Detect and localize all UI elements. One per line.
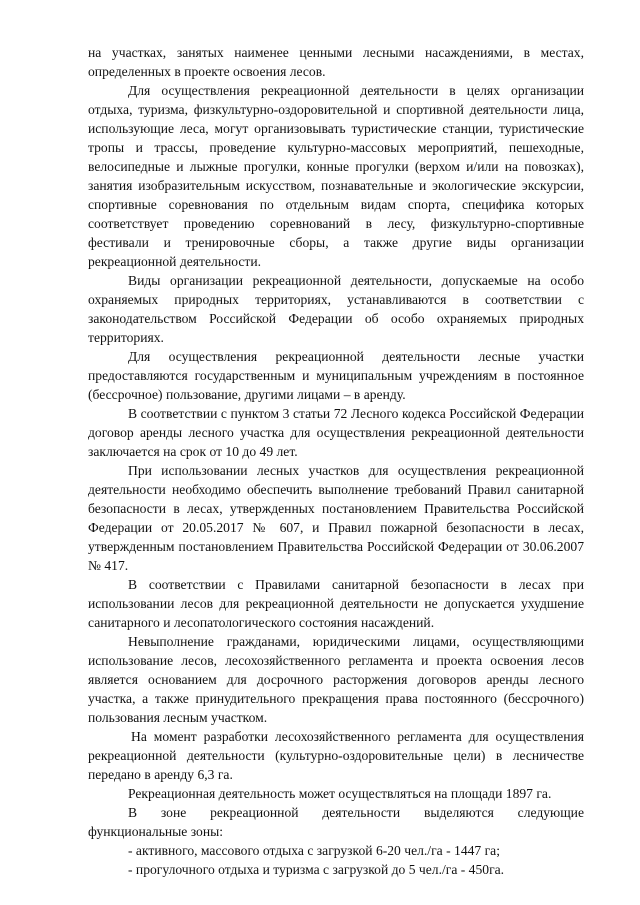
paragraph-lease-term: В соответствии с пунктом 3 статьи 72 Лесного кодекса Российской Федерации договор аренды лесного участка для осуществления рекреационной деятельности заключается на срок от 10 до 49 лет. <box>88 406 584 459</box>
paragraph-protected-territories: Виды организации рекреационной деятельности, допускаемые на особо охраняемых природных территориях, устанавливаются в соответствии с законодательством Российской Федерации об особо охраняемых природных территориях. <box>88 273 584 345</box>
paragraph-safety-rules: При использовании лесных участков для осуществления рекреационной деятельности необходимо обеспечить выполнение требований Правил санитарной безопасности в лесах, утвержденных постановлением Правительства Российской Федерации от 20.05.2017 № 607, и Правил пожарной безопасности в лесах, утвержденным постановлением Правительства Российской Федерации от 30.06.2007 № 417. <box>88 463 584 573</box>
paragraph-functional-zones: В зоне рекреационной деятельности выделяются следующие функциональные зоны: <box>88 805 584 839</box>
document-page <box>88 43 584 879</box>
paragraph-noncompliance: Невыполнение гражданами, юридическими лицами, осуществляющими использование лесов, лесохозяйственного регламента и проекта освоения лесов является основанием для досрочного расторжения договоров аренды лесного участка, а также принудительного прекращения права постоянного (бессрочного) пользования лесным участком. <box>88 634 584 725</box>
list-item-walking-recreation: - прогулочного отдыха и туризма с загрузкой до 5 чел./га - 450га. <box>128 862 505 877</box>
paragraph-land-provision: Для осуществления рекреационной деятельности лесные участки предоставляются государственным и муниципальным учреждениям в постоянное (бессрочное) пользование, другими лицами – в аренду. <box>88 349 584 402</box>
list-item-active-recreation: - активного, массового отдыха с загрузкой 6-20 чел./га - 1447 га; <box>128 843 500 858</box>
paragraph-total-area: Рекреационная деятельность может осуществляться на площади 1897 га. <box>128 786 552 801</box>
paragraph-continuation: на участках, занятых наименее ценными лесными насаждениями, в местах, определенных в проекте освоения лесов. <box>88 45 584 79</box>
paragraph-sanitary-rules: В соответствии с Правилами санитарной безопасности в лесах при использовании лесов для рекреационной деятельности не допускается ухудшение санитарного и лесопатологического состояния насаждений. <box>88 577 584 630</box>
paragraph-leased-area: На момент разработки лесохозяйственного регламента для осуществления рекреационной деятельности (культурно-оздоровительные цели) в лесничестве передано в аренду 6,3 га. <box>88 729 584 782</box>
paragraph-recreation-activities: Для осуществления рекреационной деятельности в целях организации отдыха, туризма, физкультурно-оздоровительной и спортивной деятельности лица, использующие леса, могут организовывать туристические станции, туристические тропы и трассы, проведение культурно-массовых мероприятий, пешеходные, велосипедные и лыжные прогулки, конные прогулки (верхом и/или на повозках), занятия изобразительным искусством, познавательные и экологические экскурсии, спортивные соревнования по отдельным видам спорта, специфика которых соответствует проведению соревнований в лесу, физкультурно-спортивные фестивали и тренировочные сборы, а также другие виды организации рекреационной деятельности. <box>88 83 584 269</box>
